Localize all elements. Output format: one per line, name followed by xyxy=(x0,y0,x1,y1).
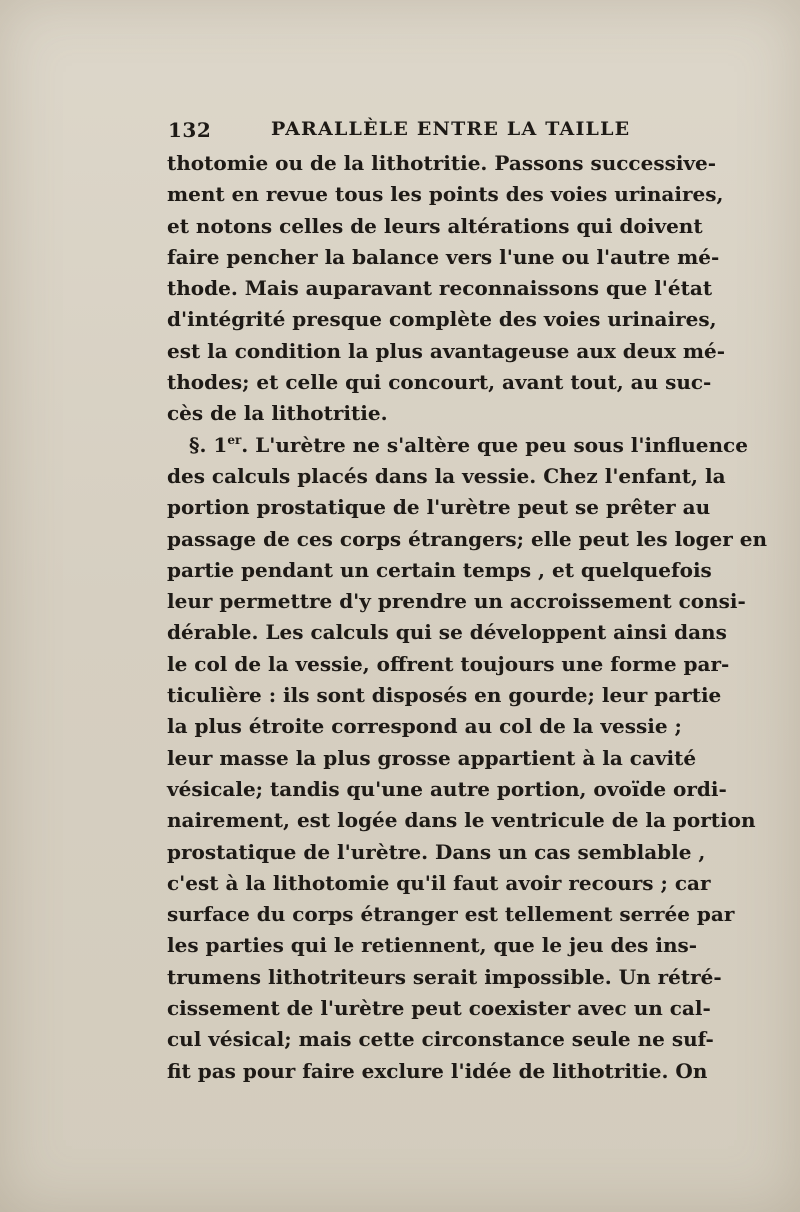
text-line: thodes; et celle qui concourt, avant tout, au suc- xyxy=(167,370,712,395)
text-line: ticulière : ils sont disposés en gourde; leur partie xyxy=(167,683,722,708)
running-head: PARALLÈLE ENTRE LA TAILLE xyxy=(271,118,631,140)
text-line: cissement de l'urètre peut coexister avec un cal- xyxy=(167,996,711,1021)
text-line: vésicale; tandis qu'une autre portion, ovoïde ordi- xyxy=(167,776,727,801)
text-line: trumens lithotriteurs serait impossible. Un rétré- xyxy=(167,964,722,989)
text-line: portion prostatique de l'urètre peut se prêter au xyxy=(167,495,711,520)
page-header xyxy=(168,118,668,144)
section-text: . L'urètre ne s'altère que peu sous l'influence xyxy=(241,432,748,457)
text-line: cul vésical; mais cette circonstance seule ne suf- xyxy=(167,1027,714,1052)
text-line: partie pendant un certain temps , et quelquefois xyxy=(167,557,712,582)
text-line-paragraph-end: cès de la lithotritie. xyxy=(167,401,388,426)
text-line: fit pas pour faire exclure l'idée de lithotritie. On xyxy=(167,1058,708,1083)
text-line: dérable. Les calculs qui se développent ainsi dans xyxy=(167,620,727,645)
text-line: passage de ces corps étrangers; elle peut les loger en xyxy=(167,526,768,551)
body-text xyxy=(167,148,768,1087)
text-line: prostatique de l'urètre. Dans un cas semblable , xyxy=(167,839,706,864)
text-line: et notons celles de leurs altérations qui doivent xyxy=(167,213,703,238)
text-line: leur masse la plus grosse appartient à la cavité xyxy=(167,745,697,770)
text-line: la plus étroite correspond au col de la vessie ; xyxy=(167,714,682,739)
text-line: leur permettre d'y prendre un accroissement consi- xyxy=(167,589,746,614)
text-line: des calculs placés dans la vessie. Chez l'enfant, la xyxy=(167,463,726,488)
text-line: surface du corps étranger est tellement serrée par xyxy=(167,902,735,927)
section-superscript: er xyxy=(227,432,242,447)
text-line: les parties qui le retiennent, que le jeu des ins- xyxy=(167,933,698,958)
text-line: thotomie ou de la lithotritie. Passons successive- xyxy=(167,151,717,175)
text-line: c'est à la lithotomie qu'il faut avoir recours ; car xyxy=(167,870,711,895)
text-line: ment en revue tous les points des voies urinaires, xyxy=(167,182,724,207)
text-line: nairement, est logée dans le ventricule de la portion xyxy=(167,808,756,833)
text-line: faire pencher la balance vers l'une ou l'autre mé- xyxy=(167,244,720,269)
text-line: d'intégrité presque complète des voies urinaires, xyxy=(167,307,717,332)
section-line xyxy=(167,430,748,461)
text-line: le col de la vessie, offrent toujours une forme par- xyxy=(167,651,730,676)
section-marker: §. 1 xyxy=(189,432,228,457)
page-number: 132 xyxy=(168,118,212,142)
text-line: thode. Mais auparavant reconnaissons que l'état xyxy=(167,276,713,301)
text-line: est la condition la plus avantageuse aux deux mé- xyxy=(167,338,726,363)
